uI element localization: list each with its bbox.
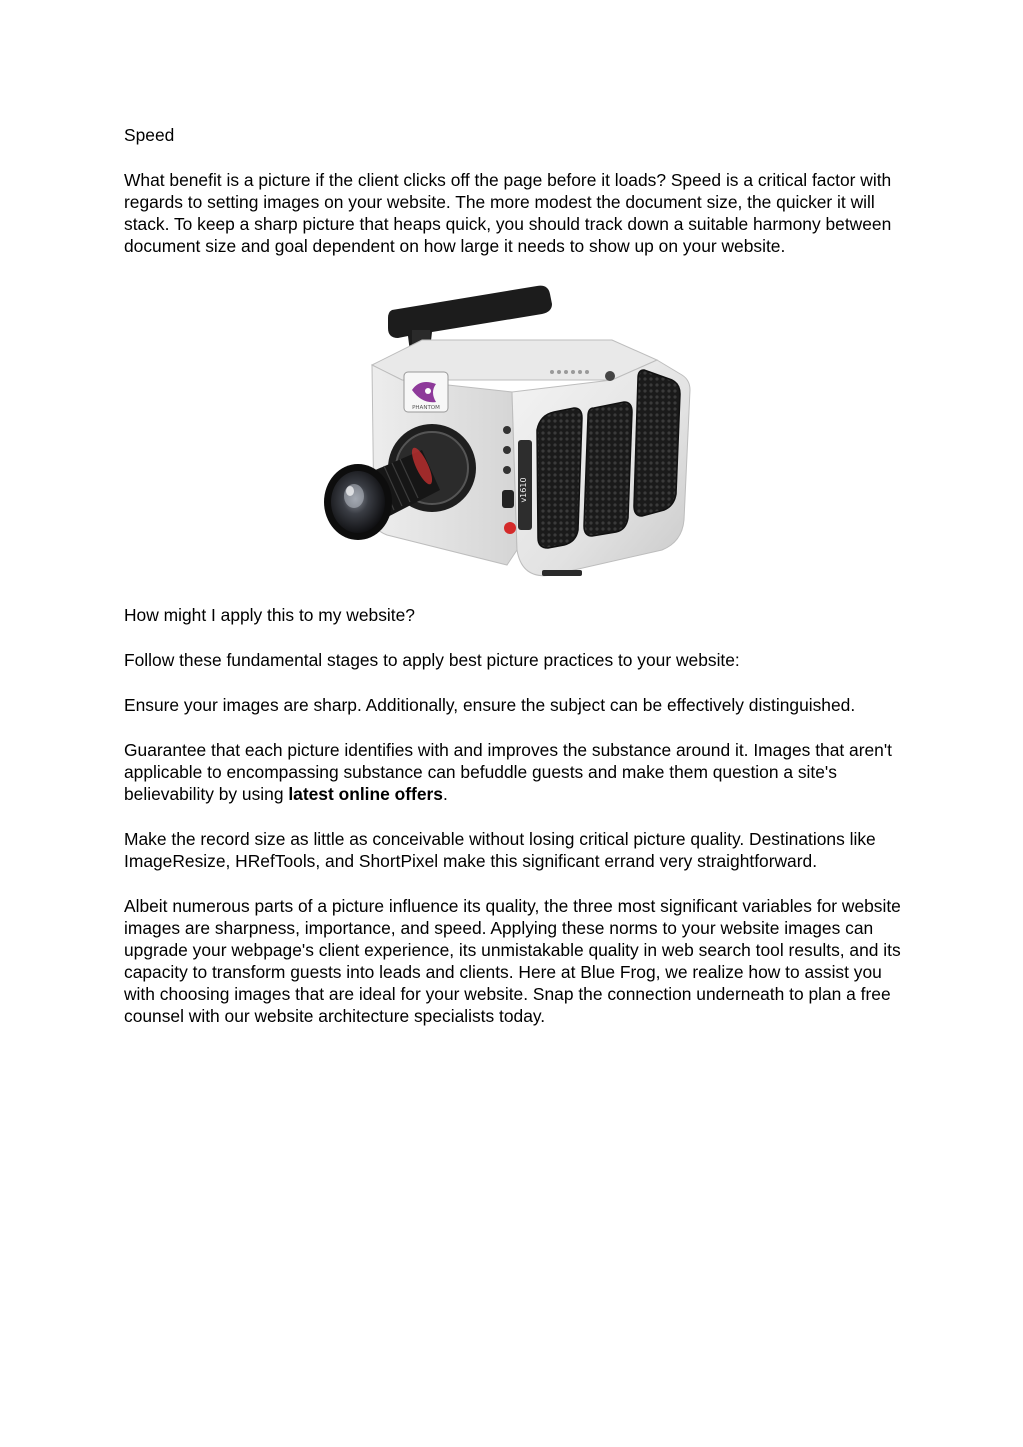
question-paragraph: How might I apply this to my website? bbox=[124, 605, 415, 625]
intro-paragraph: What benefit is a picture if the client clicks off the page before it loads? Speed is a critical factor with regards to setting images on your website. The more modest the document size, the quicker it will stack. To keep a sharp picture that heaps quick, you should track down a suitable harmony between document size and goal dependent on how large it needs to show up on your website. bbox=[124, 170, 892, 256]
step-2-end: . bbox=[442, 784, 448, 804]
step-1-paragraph: Ensure your images are sharp. Additionally, ensure the subject can be effectively distinguished. bbox=[124, 695, 856, 715]
brand-label: PHANTOM bbox=[412, 405, 440, 411]
document-page bbox=[124, 124, 914, 1050]
step-2-paragraph bbox=[124, 739, 914, 805]
camera-figure bbox=[124, 280, 914, 580]
latest-online-offers-link[interactable]: latest online offers bbox=[288, 784, 443, 804]
high-speed-camera-icon bbox=[312, 280, 702, 580]
svg-text:v1610: v1610 bbox=[519, 477, 528, 503]
steps-intro-paragraph: Follow these fundamental stages to apply best picture practices to your website: bbox=[124, 650, 740, 670]
conclusion-paragraph: Albeit numerous parts of a picture influence its quality, the three most significant variables for website images are sharpness, importance, and speed. Applying these norms to your website images can upgrade your webpage's client experience, its unmistakable quality in web search tool results, and its capacity to transform guests into leads and clients. Here at Blue Frog, we realize how to assist you with choosing images that are ideal for your website. Snap the connection underneath to plan a free counsel with our website architecture specialists today. bbox=[124, 896, 901, 1026]
step-3-paragraph: Make the record size as little as conceivable without losing critical picture quality. Destinations like ImageResize, HRefTools, and ShortPixel make this significant errand very straightforward. bbox=[124, 829, 876, 871]
section-heading: Speed bbox=[124, 125, 175, 145]
step-2-text: Guarantee that each picture identifies with and improves the substance around it. Images that aren't applicable to encompassing substance can befuddle guests and make them question a site's believability by using bbox=[124, 740, 892, 804]
